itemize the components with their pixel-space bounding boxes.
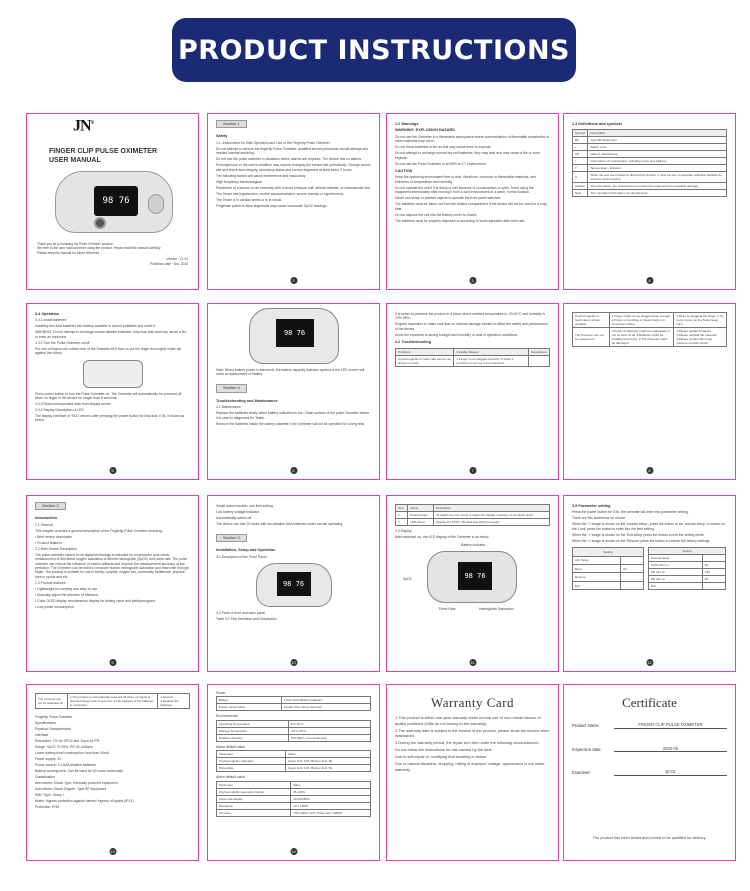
page-number: 3 (469, 277, 476, 284)
inspection-date-row: Inspection date: 2020-06 (572, 747, 727, 752)
safety-text: 1.1. Instructions for Safe Operation and Use of the Fingertip Pulse Oximeter Do not attempt to service the fingertip Pulse Oximeter, qualified service personnel should attempt any needed internal servicing. Do not use the pulse oximeter in situations where alarms are required. The device has no alarms. Prolonged use or the user's condition may require changing the sensor site periodically. Change sensor site and check skin integrity, circulatory status and correct alignment at least every 2 hours. The following factors will cause interference and inaccuracy: High frequency electrosurgical Placement of a sensor on an extremity with a blood pressure cuff, arterial catheter, or intravascular line. The Tester has hypotension, severe vasoconstriction, severe anemia or hypothermia. The Tester is in cardiac arrest or is in shock. Fingernail polish or false fingernails may cause inaccurate SpO2 readings. (216, 140, 371, 208)
manual-page-symbols (563, 113, 736, 290)
troubleshooting-table: Problems Possible Reason Resolutions Oxyhemoglobin or heart rate can be not shown normally 1.Finger is not plugged correctly. 2.Tester's perfusion is too low to be measured. (395, 348, 550, 367)
caution-text: Keep the operating environment free of dust, vibrations, corrosive or flammable materials, and extremes of temperature and humidity. Do not operate the unit if it is damp or wet because of condensation or spills. Avoid using the equipment immediately after moving it from a cold environment to a warm, humid location. Never use sharp or pointed objects to operate the front panel switches. The batteries must be taken out from the battery compartment if the device will not be used for a long time. Do not dispose the cell into the battery cover is closed. The batteries must be properly disposed of according to local regulation after their use. (395, 175, 547, 223)
battery-label: Battery indicator (461, 543, 486, 547)
section-label: Section 4 (216, 384, 247, 392)
oximeter-illustration (55, 171, 173, 233)
spo2-label: SpO2 (403, 577, 412, 581)
hemoglobin-label: Hemoglobin Saturation (479, 607, 514, 611)
manual-page-installation: Visual alarm function, can limit setting. Low battery voltage indicator. Automatically switch off. The device can last 20 hours with two alkaline AAA batteries under normal operating. Section 3 Installation, Setup and Operation 3.1 Description of the Front Panel 98 76 3.2 Parts of front and back panel Table 3.1 Part Definition and Description 10 (207, 495, 380, 672)
section-heading: 3.5 Parameter setting (572, 504, 611, 508)
pr-label: Pulse Rate (439, 607, 456, 611)
device-screen: 98 76 (94, 186, 138, 216)
display-diagram (387, 541, 558, 623)
power-table: Battery 2 Size AAA alkaline batteries Power consumption Smaller than 30mA (Normal) (216, 696, 371, 711)
brand-logo: JN® (73, 117, 94, 135)
section-heading: Installation, Setup and Operation (216, 548, 276, 553)
manual-page-warnings (386, 113, 559, 290)
manual-page-operation: 3.4 Operation 3.4.1 Install batteries Installing two AAA batteries into battery cassette in correct polarities and cover it. WARNING: Do not attempt to recharge normal alkaline batteries; they may leak and may cause a fire or even an explosion. 3.4.2 Turn the Pulse Oximeter on/off Put one of fingers into rubber hole of the Oximeter till it fixes to put the finger thoroughly under tail against the clamp. Press power button to turn the Pulse Oximeter on. The Oximeter will automatically be powered off when no finger in the device for longer than 8 seconds. 3.4.3 Read corresponded data from display screen 3.4.4 Display Description of LED The display interface of 'SCD' returns after pressing the power button for less than 0.5s, it shown as below. 5 (26, 303, 199, 480)
alarm-default-table: Parameter Value Oxyhemoglobin saturation Upper limit: 100 / Bottom limit: 90 Pulse Rate Upper limit: 120 / Bottom limit: 50 (216, 750, 371, 772)
oximeter-illustration (249, 308, 339, 364)
manual-page-maintenance: 98 76 Note: When battery power is abnormal, the battery capacity indicator symbol of the LED screen will show at replacement of battery. Section 4 Troubleshooting and Maintenance 4.1 Maintenance Replace the batteries timely when battery indication is low. Clean surface of the pulse Oximeter before it is used in diagnoses for Tester. Remove the batteries inside the battery cassette if the Oximeter will not be operated for a long time. 6 (207, 303, 380, 480)
settings-text: Press the power button for 0.5s, the oximeter will enter into parameter setting. There are two submenus for choice. When the '>' image is shown on the 'sounds setup', press the button to set 'sounds setup'; if shown on the 'Limit' press the button to enter into the limit setting. When the '>' image is shown on the 'Exit setup' press the button to exit the setting mode. When the '>' image is shown on the 'Restore' press the button to restore the factory settings. (572, 510, 725, 543)
troubleshooting-heading: 4.2 Troubleshooting (395, 340, 432, 345)
device-power-button (94, 217, 106, 229)
device-side-grip (148, 194, 164, 214)
troubleshooting-table: The oximeter can not be switched off 1.The product is automatically powered off when no signal is detected longer than 8 seconds. 2.The capacity of the batteries is exhausted. 1.Normal. 2.Replace the batteries. (35, 693, 190, 709)
page-number: 8 (646, 467, 653, 474)
certificate-card (563, 684, 736, 861)
warranty-terms: 1.This product is within one-year warranty under normal use of non-human factors of quality problems (Gifts do not belong to the warranty). 2.The warranty date is subject to the invoice of the product, please show the invoice when maintained. 3.During the warranty period, the repair isn't free under the following circumstances: Do not follow the instructions for use caused by the fault. Due to self-repair or modifying that resulting in failure. Due to natural disasters, dropping, hitting or improper voltage, appearance is not under warranty. (395, 715, 550, 772)
page-number: 6 (290, 467, 297, 474)
page-number: 7 (469, 467, 476, 474)
device-screen: 98 76 (276, 319, 314, 347)
manual-page-troubleshooting (386, 303, 559, 480)
page-number: 12 (647, 660, 652, 665)
manual-page-settings (563, 495, 736, 672)
section-heading: 1.3 Definitions and symbols (572, 122, 623, 126)
manual-page-troubleshooting-2 (563, 303, 736, 480)
certificate-footer: The product has been tested and proved to be qualified for delivery. (592, 835, 707, 840)
warning-text: Do not use the Oximeter in a flammable atmosphere where concentrations of flammable anesthetics or other materials may occur. Do not throw batteries in fire as this may cause them to explode. Do not attempt to recharge normal dry-cell batteries; they may leak and may cause a fire or even explode. Do not use the Pulse Oximeter in an MRI or CT environment. (395, 134, 550, 166)
features-text: Visual alarm function, can limit setting. Low battery voltage indicator. Automatically switch off. The device can last 20 hours with two alkaline AAA batteries under normal operating. (216, 504, 344, 526)
warning-subheading: WARNING: EXPLOSION HAZARD (395, 128, 455, 133)
title-banner (172, 18, 576, 82)
section-heading: Troubleshooting and Maintenance (216, 398, 278, 403)
cover-notes: Thank you for purchasing the Pulse Oximeter product. We refer to the user manual before using the product. Please read this manual carefully. Please keep the manual for future reference. Version : V1.01 Published date : Nov. 2018 (37, 242, 188, 266)
specifications-text: Fingertip Pulse Oximeter Specifications Physical Characteristics Interface Resolution: 1% for SPO2 and 1bpm for PR Range: SpO2 70-99%; PR 30-240bpm Lower battery level consumption: less than 40mA Power supply: 3V Power source: 2 x AAA alkaline batteries Battery working time: Can be used for 20 hours continually Classification Anti-electric Shock Type: Internally powered equipment Anti-electric Shock Degree: Type BF equipment EMC Type: Group I Water: Ingress protection against harmful ingress of liquids (IPX1) Protection: IP40 (35, 715, 134, 809)
environment-table: Operating Temperature 5°C-40°C Storage Temperature -10°C-40°C Relative Humidity 15%-80%, non-condensing (216, 720, 371, 742)
manual-title: FINGER CLIP PULSE OXIMETER USER MANUAL (49, 148, 157, 164)
page-number: 11 (470, 660, 475, 665)
warranty-card (386, 684, 559, 861)
manual-page-spec-tables: Power Battery 2 Size AAA alkaline batteries Power consumption Smaller than 30mA (Normal) Environmental Operating Temperature 5°C-40°C Storage Temperature -10°C-40°C Relative Humidity 15%-80%, non-condensing Alarm default value Parameter Value Oxyhemoglobin saturation Upper limit: 100 / Bottom limit: 90 Pulse Rate Upper limit: 120 / Bottom limit: 50 Alarm default value Parameter Value Oxyhemoglobin saturation display 35-100% Pulse rate display 30-250 BPM Resolution 1% / 1BPM Accuracy 70%-100%: ±2%; Pulse rate: ±2BPM 14 (207, 684, 380, 861)
section-label: Section 2 (35, 502, 66, 510)
page-number: 5 (109, 467, 116, 474)
page-number: 4 (646, 277, 653, 284)
oximeter-illustration (427, 551, 517, 603)
section-heading: 1.2 Warnings (395, 122, 419, 126)
operation-text: 3.4.1 Install batteries Installing two AAA batteries into battery cassette in correct polarities and cover it. WARNING: Do not attempt to recharge normal alkaline batteries; they may leak and may cause a fire or even an explosion. 3.4.2 Turn the Pulse Oximeter on/off Put one of fingers into rubber hole of the Oximeter till it fixes to put the finger thoroughly under tail against the clamp. (35, 318, 187, 356)
examiner-row: Examiner: QC01 (572, 770, 727, 775)
product-name-row: Product Name: FINGER CLIP PULSE OXIMETER (572, 723, 727, 728)
section-heading: Safety (216, 134, 228, 139)
finger-insert-illustration (83, 360, 143, 388)
warranty-title: Warranty Card (430, 695, 515, 710)
manual-page-display: Item Name Description 1 Power button To switch the unit on/off; to adjust the display interface; to set alarm limits 2 LED Panel Display the SPO2, PR data and Plethysmogram 3.3 Display After switched on, the LED display of the Oximeter is as below. Battery indicator Pulse Rate SpO2 Hemoglobin Saturation 98 76 11 (386, 495, 559, 672)
section-heading: Introduction (35, 516, 58, 521)
display-range-table: Parameter Value Oxyhemoglobin saturation display 35-100% Pulse rate display 30-250 BPM Resolution 1% / 1BPM Accuracy 70%-100%: ±2%; Pulse rate: ±2BPM (216, 781, 371, 817)
manual-page-safety (207, 113, 380, 290)
troubleshooting-table: Oxyhemoglobin or heart rate is shown unstably 1.Finger might not be plugged deep enough. 2.Finger is trembling or Tester body is in movement status. 1.Retry by plugging the finger. 2.Try not to move; let the Tester keep calm. The Oximeter can not be powered on 1.Power of batteries might be inadequate or not be there at all. 2.Batteries might be installed incorrectly. 3.The Oximeter might be damaged. 1.Please replace batteries. 2.Please reinstall the batteries. 3.Please contact with local customer service center. (572, 312, 727, 347)
maintenance-text: 4.1 Maintenance Replace the batteries timely when battery indication is low. Clean surface of the pulse Oximeter before it is used in diagnoses for Tester. Remove the batteries inside the battery cassette if the Oximeter will not be operated for a long time. (216, 405, 370, 426)
device-screen: 98 76 (277, 572, 311, 596)
introduction-text: 2.1 General This chapter provides a general description of the Fingertip Pulse Oximeter including: • Brief device description • Product features 2.2 Brief Device Description The pulse oximeter, based on all digital technology is intended for noninvasive spot check measurement of functional oxygen saturation of arterial hemoglobin (SpO2) and pulse rate. The pulse oximeter can reduce the influence of motion artifacts and improve the measurement accuracy of low perfusion. The Oximeter can be used to measure human hemoglobin saturation and heart rate through finger. The product is suitable for use in family, hospital, oxygen bar, community healthcare, physical care in sports and etc. 2.3 Product features • Lightweight for carrying and easy to use. • Manually adjust the direction of interface. • Color OLED display simultaneous display for testing value and plethysmogram. • Low power consumption. (35, 522, 189, 609)
manual-page-cover (26, 113, 199, 290)
manual-page-introduction (26, 495, 199, 672)
caution-heading: CAUTION (395, 169, 413, 174)
certificate-title: Certificate (622, 695, 677, 710)
symbols-table: Symbol Description BF Type BF Equipment i Switch code SN Date of manufacture ! Information of manufacturer, including name and address T Temperature - limitation X When the end user wishes to discard this product, it must be sent to separate collection facilities for recovery and recycling Caution The information you should know to protect the equipment from possible damage Note The important information you should know (572, 129, 727, 197)
section-heading: 3.4 Operation (35, 312, 60, 316)
page-number: 14 (291, 849, 296, 854)
settings-box-1: Setting Alm Setup Beep On Restore Exit (572, 547, 644, 590)
page-number: 2 (290, 277, 297, 284)
parts-table: Item Name Description 1 Power button To switch the unit on/off; to adjust the display interface; to set alarm limits 2 LED Panel Display the SPO2, PR data and Plethysmogram (395, 504, 550, 526)
manual-page-specifications (26, 684, 199, 861)
section-label: Section 3 (216, 534, 247, 542)
page-number: 13 (110, 849, 115, 854)
page-number: 10 (291, 660, 296, 665)
storage-text: It is better to preserve the product in a place where ambient temperature is -20-60°C and humidity is 10%-95%. Regular inspection to make sure that no obvious damage existed to affect the safety and performance of the device. Avoid the exposure to strong sunlight and humidity or dust in operation conditions. (395, 312, 548, 337)
section-label: Section 1 (216, 120, 247, 128)
oximeter-front-panel-illustration (256, 563, 332, 607)
page-number: 9 (109, 659, 116, 666)
settings-box-2: Setting Sounds setup SpO2 Alm Lo 90 PR Alm Hi 120 PR Alm Lo 50 Exit (648, 547, 726, 590)
device-screen: 98 76 (458, 562, 492, 590)
banner-title: PRODUCT INSTRUCTIONS (178, 34, 570, 66)
